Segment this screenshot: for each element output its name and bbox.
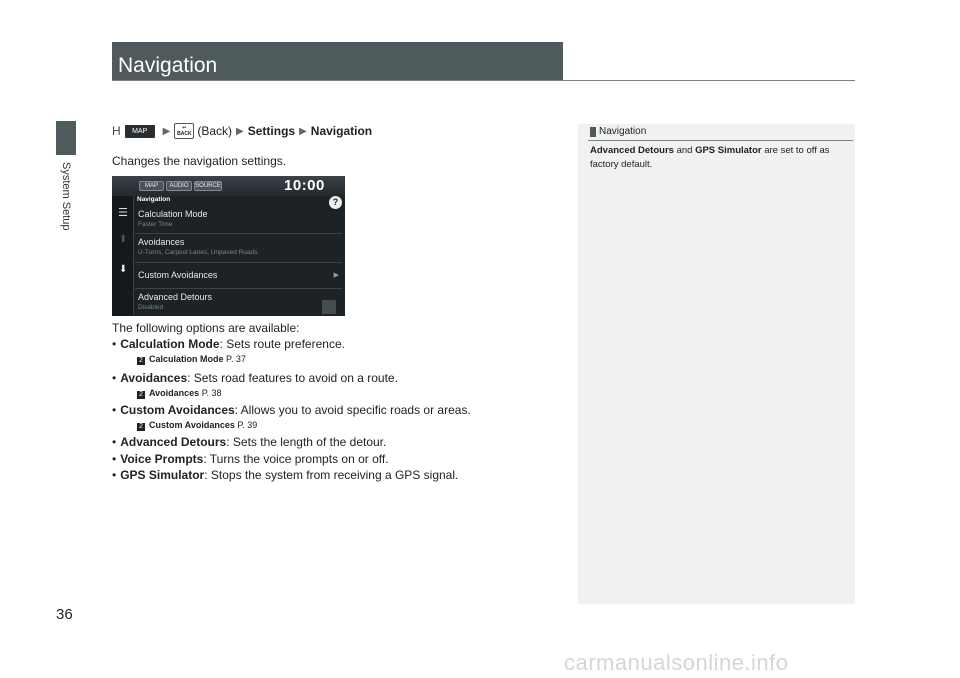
option-item: • Advanced Detours: Sets the length of the detour. (112, 435, 387, 449)
option-item: • Voice Prompts: Turns the voice prompts on or off. (112, 452, 389, 466)
bullet-icon: • (112, 371, 117, 385)
note-divider (588, 140, 853, 141)
options-intro: The following options are available: (112, 321, 300, 335)
breadcrumb-settings: Settings (247, 124, 296, 138)
note-title: Navigation (599, 126, 647, 137)
bullet-icon: • (112, 452, 117, 466)
reference-arrow-icon: 2 (137, 357, 145, 365)
arrow-right-icon: ▶ (162, 125, 171, 137)
cross-reference: 2 Custom Avoidances P. 39 (137, 420, 257, 431)
section-label: System Setup (60, 162, 72, 231)
option-item: • Calculation Mode: Sets route preference. (112, 337, 345, 351)
side-note (578, 124, 855, 604)
arrow-up-icon: ⬆ (119, 234, 128, 245)
option-item: • Custom Avoidances: Allows you to avoid specific roads or areas. (112, 403, 471, 417)
arrow-down-icon: ⬇ (119, 264, 128, 275)
arrow-right-icon: ▶ (299, 125, 307, 137)
breadcrumb (112, 122, 372, 140)
note-body: Advanced Detours and GPS Simulator are set to off as factory default. (590, 145, 830, 170)
note-header (590, 126, 646, 137)
screen-tab-source: SOURCE (195, 183, 221, 189)
section-description: Changes the navigation settings. (112, 154, 287, 168)
help-icon: ? (329, 196, 342, 209)
title-divider (112, 80, 855, 81)
page-title: Navigation (112, 42, 563, 80)
screen-tab-map: MAP (139, 181, 164, 191)
cross-reference: 2 Avoidances P. 38 (137, 388, 222, 399)
bullet-icon: • (112, 435, 117, 449)
reference-arrow-icon: 2 (137, 423, 145, 431)
map-button-icon: MAP (125, 125, 155, 138)
bullet-icon: • (112, 468, 117, 482)
option-item: • GPS Simulator: Stops the system from receiving a GPS signal. (112, 468, 459, 482)
screen-list-item: Avoidances U-Turns, Carpool Lanes, Unpaved Roads (135, 234, 342, 263)
cross-reference: 2 Calculation Mode P. 37 (137, 354, 246, 365)
back-button-icon: ↩ BACK (174, 123, 194, 139)
page-number: 36 (56, 606, 73, 623)
screen-list-item: Calculation Mode Faster Time (135, 204, 342, 234)
screen-list-item: Custom Avoidances ▶ (135, 263, 342, 289)
chevron-right-icon: ▶ (333, 272, 339, 279)
screen-scroll-handle (322, 300, 336, 314)
bullet-icon: • (112, 337, 117, 351)
screen-list-item: Advanced Detours Disabled (138, 292, 213, 311)
screen-heading: Navigation (137, 196, 171, 203)
screen-clock: 10:00 (284, 177, 325, 194)
back-text: (Back) (197, 124, 233, 138)
navigation-screen-image (112, 176, 345, 316)
arrow-right-icon: ▶ (236, 125, 244, 137)
section-tab-marker (56, 121, 76, 155)
screen-tab-audio: AUDIO (166, 181, 192, 191)
breadcrumb-navigation: Navigation (310, 124, 373, 138)
bullet-icon: • (112, 403, 117, 417)
watermark: carmanualsonline.info (564, 650, 789, 675)
home-icon: H (112, 124, 121, 138)
menu-icon: ☰ (118, 207, 128, 219)
reference-arrow-icon: 2 (137, 391, 145, 399)
option-item: • Avoidances: Sets road features to avoid on a route. (112, 371, 398, 385)
note-marker-icon (590, 127, 596, 137)
